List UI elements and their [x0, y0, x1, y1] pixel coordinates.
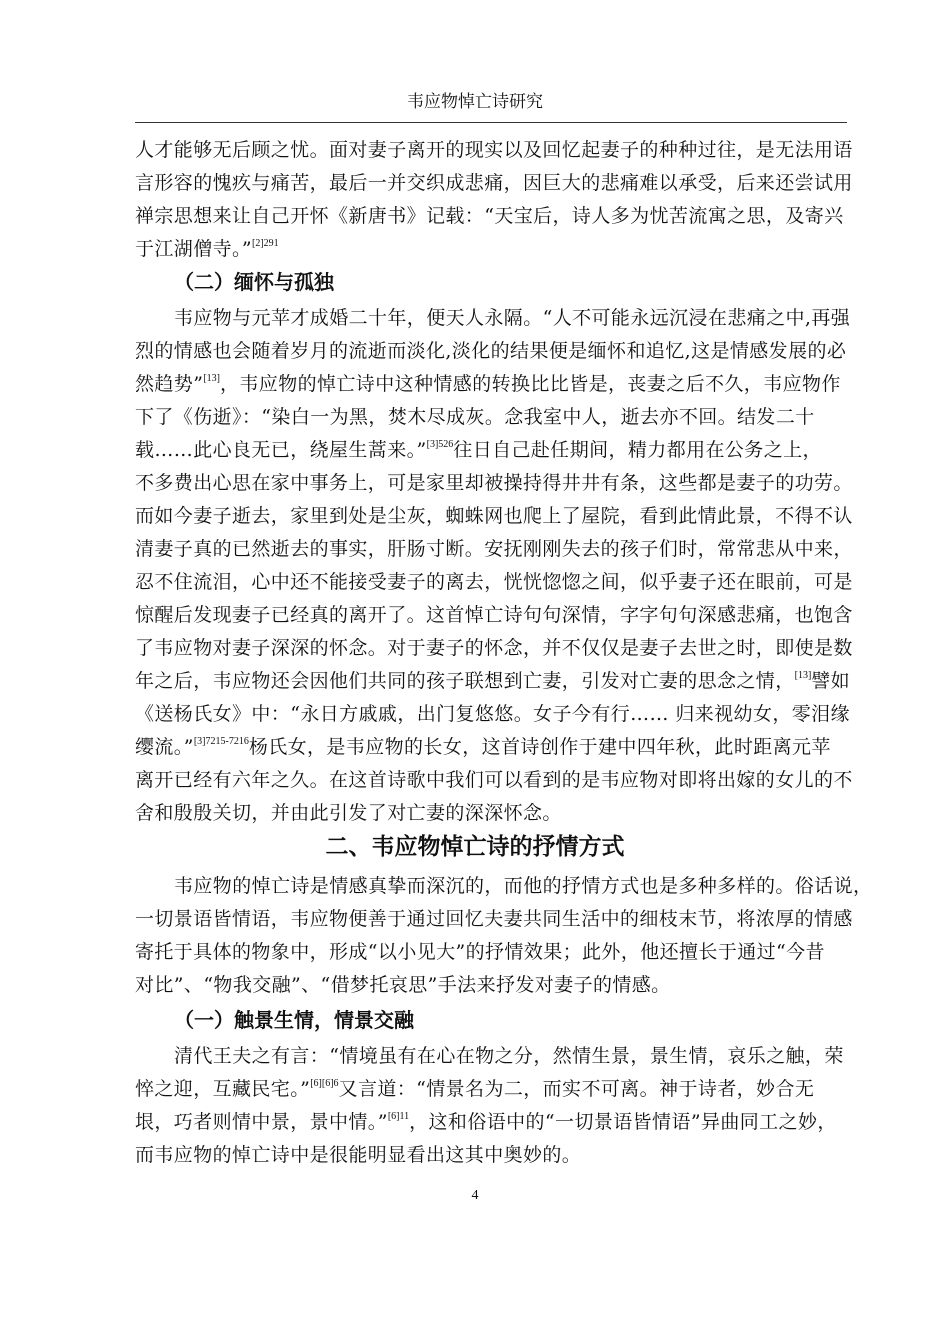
citation: [6][6]6 — [310, 1078, 339, 1089]
paragraph-line: 而如今妻子逝去，家里到处是尘灰，蜘蛛网也爬上了屋院，看到此情此景，不得不认 — [135, 505, 853, 527]
paragraph-line: 悴之迎，互藏民宅。”$^{[6][6]6}$又言道：“情景名为二，而实不可离。神于诗者，妙合无 — [135, 1078, 815, 1100]
paragraph-line: 一切景语皆情语，韦应物便善于通过回忆夫妻共同生活中的细枝末节，将浓厚的情感 — [135, 908, 853, 930]
paragraph-line: 《送杨氏女》中：“永日方戚戚，出门复悠悠。女子今有行…… 归来视幼女，零泪缘 — [135, 703, 850, 725]
citation: [6]11 — [387, 1111, 410, 1122]
subsection-title: （二）缅怀与孤独 — [174, 270, 334, 294]
paragraph-line: 了韦应物对妻子深深的怀念。对于妻子的怀念，并不仅仅是妻子去世之时，即使是数 — [135, 637, 853, 659]
paragraph-line: 人才能够无后顾之忧。面对妻子离开的现实以及回忆起妻子的种种过往，是无法用语 — [135, 139, 853, 161]
citation: [13] — [203, 373, 220, 384]
paragraph-line: 言形容的愧疚与痛苦，最后一并交织成悲痛，因巨大的悲痛难以承受，后来还尝试用 — [135, 172, 853, 194]
paragraph-line: 垠，巧者则情中景，景中情。”$^{[6]11}$，这和俗语中的“一切景语皆情语”异曲同工之妙， — [135, 1111, 837, 1133]
paragraph-line: 载……此心良无已，绕屋生蒿来。”$^{[3]526}$往日自己赴任期间，精力都用在公务之上， — [135, 439, 822, 461]
paragraph-line: 韦应物与元苹才成婚二十年，便天人永隔。“人不可能永远沉浸在悲痛之中,再强 — [174, 307, 851, 329]
paragraph-line: 忍不住流泪，心中还不能接受妻子的离去，恍恍惚惚之间，似乎妻子还在眼前，可是 — [135, 571, 853, 593]
paragraph-line: 清代王夫之有言：“情境虽有在心在物之分，然情生景，景生情，哀乐之触，荣 — [174, 1045, 844, 1067]
paragraph-line: 而韦应物的悼亡诗中是很能明显看出这其中奥妙的。 — [135, 1144, 582, 1166]
subsection-title: （一）触景生情，情景交融 — [174, 1008, 414, 1032]
paragraph-line: 舍和殷殷关切，并由此引发了对亡妻的深深怀念。 — [135, 802, 562, 824]
paragraph-line: 年之后，韦应物还会因他们共同的孩子联想到亡妻，引发对亡妻的思念之情，[13]譬如 — [135, 670, 851, 692]
header-rule — [135, 122, 847, 123]
chapter-title: 二、韦应物悼亡诗的抒情方式 — [325, 834, 625, 860]
paragraph-line: 烈的情感也会随着岁月的流逝而淡化,淡化的结果便是缅怀和追忆,这是情感发展的必 — [135, 340, 847, 362]
paragraph-line: 不多费出心思在家中事务上，可是家里却被操持得井井有条，这些都是妻子的功劳。 — [135, 472, 853, 494]
citation: [3]7215-7216 — [193, 736, 249, 747]
paragraph-line: 清妻子真的已然逝去的事实，肝肠寸断。安抚刚刚失去的孩子们时，常常悲从中来， — [135, 538, 853, 560]
citation: [13] — [794, 670, 812, 681]
paragraph-line: 然趋势”[13]，韦应物的悼亡诗中这种情感的转换比比皆是，丧妻之后不久，韦应物作 — [135, 373, 841, 395]
paragraph-line: 惊醒后发现妻子已经真的离开了。这首悼亡诗句句深情，字字句句深感悲痛，也饱含 — [135, 604, 853, 626]
paragraph-line: 离开已经有六年之久。在这首诗歌中我们可以看到的是韦应物对即将出嫁的女儿的不 — [135, 769, 853, 791]
page-number: 4 — [471, 1188, 479, 1203]
paragraph-line: 禅宗思想来让自己开怀《新唐书》记载：“天宝后，诗人多为忧苦流寓之思，及寄兴 — [135, 205, 844, 227]
paragraph-line: 下了《伤逝》：“染白一为黑，焚木尽成灰。念我室中人，逝去亦不回。结发二十 — [135, 406, 815, 428]
citation: [3]526 — [426, 439, 454, 450]
paragraph-line: 韦应物的悼亡诗是情感真挚而深沉的，而他的抒情方式也是多种多样的。俗话说， — [174, 875, 873, 897]
paragraph-line: 对比”、“物我交融”、“借梦托哀思”手法来抒发对妻子的情感。 — [135, 974, 671, 996]
running-header: 韦应物悼亡诗研究 — [407, 92, 543, 112]
paragraph-line: 于江湖僧寺。”$^{[2]291}$ — [135, 238, 279, 260]
citation: [2]291 — [252, 238, 279, 249]
paragraph-line: 缨流。”$^{[3]7215-7216}$杨氏女，是韦应物的长女，这首诗创作于建中四年秋，此时距离元苹 — [135, 736, 831, 758]
paragraph-line: 寄托于具体的物象中，形成“以小见大”的抒情效果；此外，他还擅长于通过“今昔 — [135, 941, 825, 963]
